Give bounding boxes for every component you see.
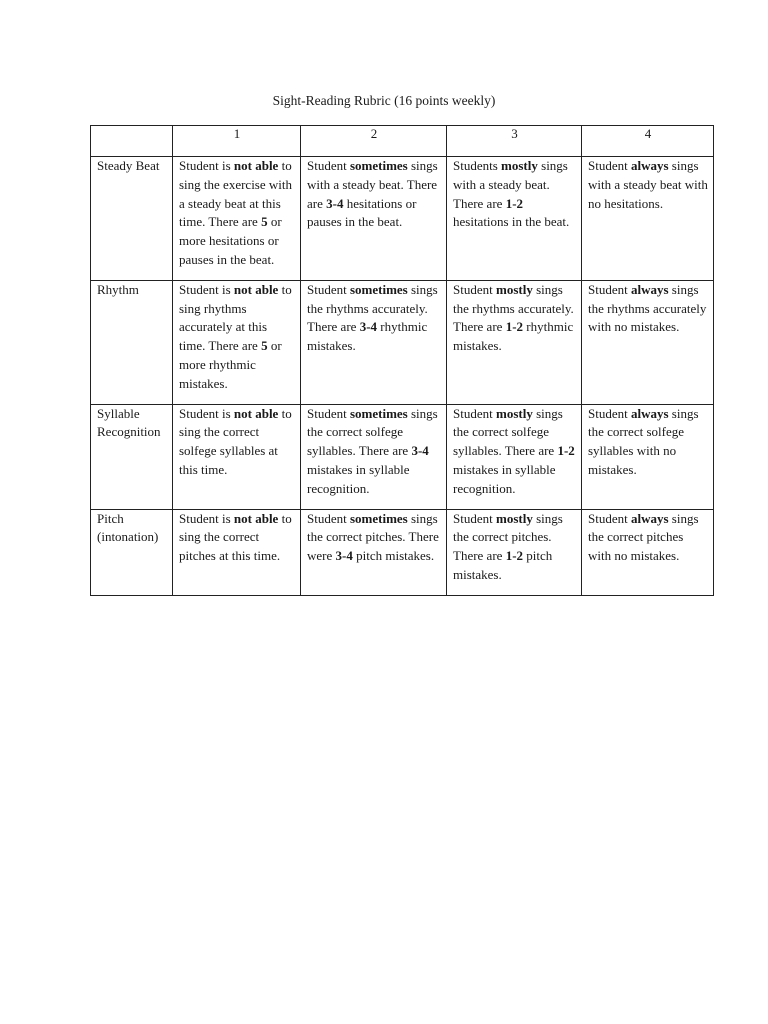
rubric-cell: Student sometimes sings the rhythms accurately. There are 3-4 rhythmic mistakes. xyxy=(301,280,447,404)
emphasis-text: 1-2 xyxy=(557,443,575,459)
emphasis-text: 3-4 xyxy=(359,319,378,335)
table-row xyxy=(91,157,714,281)
rubric-cell: Student is not able to sing rhythms accurately at this time. There are 5 or more rhythmic mistakes. xyxy=(173,280,301,404)
emphasis-text: mostly xyxy=(495,405,533,421)
rubric-table xyxy=(90,125,714,596)
row-category-label: Rhythm xyxy=(91,280,173,404)
emphasis-text: not able xyxy=(233,510,279,526)
rubric-cell: Student always sings the correct pitches with no mistakes. xyxy=(582,509,714,595)
emphasis-text: always xyxy=(630,510,669,526)
emphasis-text: mostly xyxy=(495,510,533,526)
rubric-cell: Student always sings with a steady beat with no hesitations. xyxy=(582,157,714,281)
emphasis-text: mostly xyxy=(501,158,538,173)
page-title: Sight-Reading Rubric (16 points weekly) xyxy=(272,93,496,108)
header-cell-score-1: 1 xyxy=(173,126,301,157)
emphasis-text: mostly xyxy=(495,281,533,297)
rubric-cell: Student sometimes sings with a steady beat. There are 3-4 hesitations or pauses in the beat. xyxy=(301,157,447,281)
emphasis-text: sometimes xyxy=(349,281,408,297)
emphasis-text: always xyxy=(630,405,669,421)
emphasis-text: sometimes xyxy=(349,158,408,173)
emphasis-text: 1-2 xyxy=(505,319,524,335)
emphasis-text: 1-2 xyxy=(505,195,524,211)
table-row xyxy=(91,280,714,404)
table-row xyxy=(91,509,714,595)
emphasis-text: 1-2 xyxy=(505,548,524,564)
row-category-label: Syllable Recognition xyxy=(91,404,173,509)
header-cell-score-4: 4 xyxy=(582,126,714,157)
row-category-label: Steady Beat xyxy=(91,157,173,281)
rubric-cell: Students mostly sings with a steady beat. There are 1-2 hesitations in the beat. xyxy=(447,157,582,281)
emphasis-text: always xyxy=(630,158,669,173)
row-category-label: Pitch (intonation) xyxy=(91,509,173,595)
emphasis-text: 3-4 xyxy=(411,443,429,459)
header-cell-blank xyxy=(91,126,173,157)
emphasis-text: sometimes xyxy=(349,405,408,421)
emphasis-text: not able xyxy=(233,158,279,173)
emphasis-text: always xyxy=(630,281,669,297)
rubric-cell: Student is not able to sing the exercise with a steady beat at this time. There are 5 or more hesitations or pauses in the beat. xyxy=(173,157,301,281)
rubric-cell: Student is not able to sing the correct solfege syllables at this time. xyxy=(173,404,301,509)
rubric-cell: Student mostly sings the correct solfege syllables. There are 1-2 mistakes in syllable recognition. xyxy=(447,404,582,509)
header-cell-score-3: 3 xyxy=(447,126,582,157)
rubric-cell: Student always sings the correct solfege syllables with no mistakes. xyxy=(582,404,714,509)
emphasis-text: not able xyxy=(233,281,279,297)
emphasis-text: 3-4 xyxy=(326,195,344,211)
rubric-cell: Student mostly sings the correct pitches. There are 1-2 pitch mistakes. xyxy=(447,509,582,595)
rubric-cell: Student sometimes sings the correct solfege syllables. There are 3-4 mistakes in syllable recognition. xyxy=(301,404,447,509)
header-row xyxy=(91,126,714,157)
emphasis-text: 3-4 xyxy=(335,548,353,564)
rubric-cell: Student mostly sings the rhythms accurately. There are 1-2 rhythmic mistakes. xyxy=(447,280,582,404)
rubric-cell: Student always sings the rhythms accurately with no mistakes. xyxy=(582,280,714,404)
header-cell-score-2: 2 xyxy=(301,126,447,157)
rubric-cell: Student is not able to sing the correct pitches at this time. xyxy=(173,509,301,595)
emphasis-text: not able xyxy=(233,405,279,421)
rubric-cell: Student sometimes sings the correct pitches. There were 3-4 pitch mistakes. xyxy=(301,509,447,595)
table-row xyxy=(91,404,714,509)
emphasis-text: 5 xyxy=(261,214,268,230)
emphasis-text: 5 xyxy=(261,338,268,354)
rubric-body xyxy=(91,157,714,596)
emphasis-text: sometimes xyxy=(349,510,408,526)
